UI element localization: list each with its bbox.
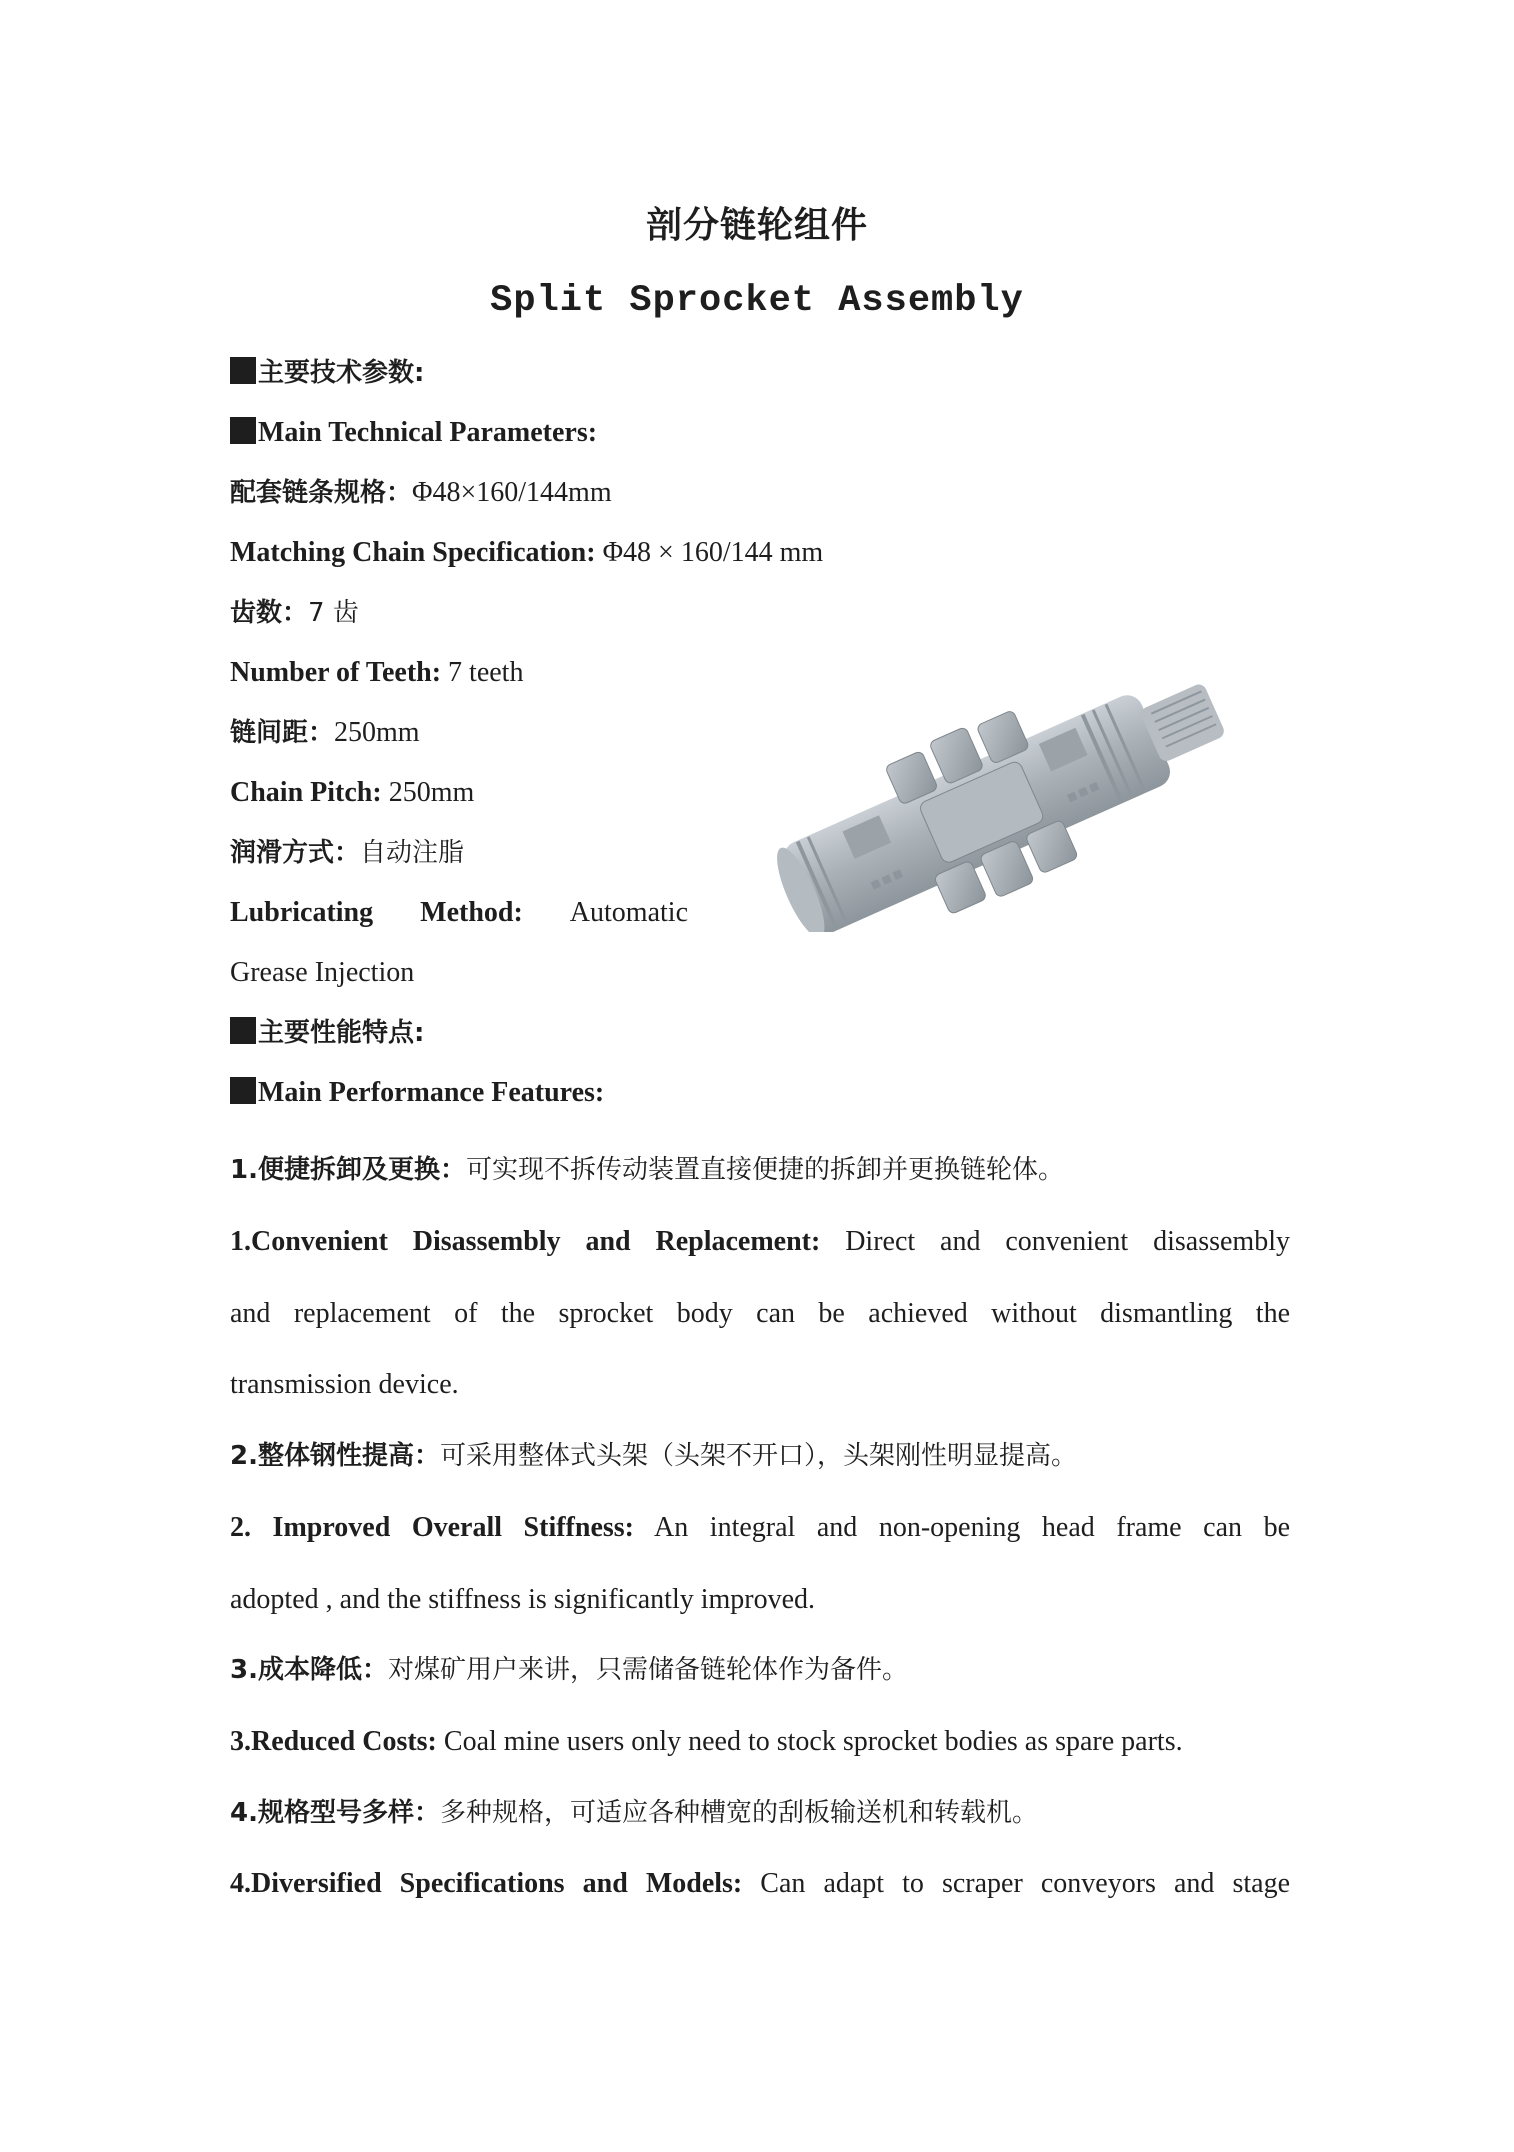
param-pitch-en: Chain Pitch: 250mm bbox=[230, 777, 475, 808]
param-lubrication-en: Lubricating Method: Automatic bbox=[230, 897, 688, 928]
param-teeth-cn: 齿数：7 齿 bbox=[230, 598, 359, 628]
feature-3-cn: 3.成本降低：对煤矿用户来讲，只需储备链轮体作为备件。 bbox=[230, 1655, 908, 1685]
param-lubrication-cn: 润滑方式：自动注脂 bbox=[230, 838, 465, 868]
feature-1-en-line3: transmission device. bbox=[230, 1369, 459, 1400]
feature-1-en-line2: and replacement of the sprocket body can be achieved without dismantling the bbox=[230, 1298, 1290, 1329]
bullet-square-icon bbox=[230, 417, 256, 444]
bullet-square-icon bbox=[230, 1077, 256, 1104]
bullet-square-icon bbox=[230, 1017, 256, 1044]
feature-2-en-line2: adopted , and the stiffness is significantly improved. bbox=[230, 1584, 816, 1615]
feature-4-en: 4.Diversified Specifications and Models: Can adapt to scraper conveyors and stage bbox=[230, 1868, 1290, 1899]
param-teeth-en: Number of Teeth: 7 teeth bbox=[230, 657, 524, 688]
feature-2-cn: 2.整体钢性提高：可采用整体式头架（头架不开口），头架刚性明显提高。 bbox=[230, 1441, 1077, 1471]
bullet-square-icon bbox=[230, 357, 256, 384]
features-heading-cn: 主要性能特点: bbox=[230, 1015, 424, 1051]
product-image bbox=[755, 652, 1245, 932]
features-heading-en: Main Performance Features: bbox=[230, 1075, 604, 1111]
param-chain-spec-en: Matching Chain Specification: Φ48 × 160/144 mm bbox=[230, 537, 824, 568]
feature-3-en: 3.Reduced Costs: Coal mine users only need to stock sprocket bodies as spare parts. bbox=[230, 1726, 1183, 1757]
feature-2-en-line1: 2. Improved Overall Stiffness: An integral and non-opening head frame can be bbox=[230, 1512, 1290, 1543]
page-title-cn: 剖分链轮组件 bbox=[645, 205, 868, 246]
param-pitch-cn: 链间距：250mm bbox=[230, 717, 420, 748]
param-lubrication-en-cont: Grease Injection bbox=[230, 957, 415, 988]
page-title-en: Split Sprocket Assembly bbox=[490, 280, 1024, 322]
feature-1-cn: 1.便捷拆卸及更换：可实现不拆传动装置直接便捷的拆卸并更换链轮体。 bbox=[230, 1155, 1064, 1185]
param-chain-spec-cn: 配套链条规格：Φ48×160/144mm bbox=[230, 477, 612, 508]
feature-4-cn: 4.规格型号多样：多种规格，可适应各种槽宽的刮板输送机和转载机。 bbox=[230, 1798, 1038, 1828]
parameters-heading-cn: 主要技术参数: bbox=[230, 355, 424, 391]
parameters-heading-en: Main Technical Parameters: bbox=[230, 415, 597, 451]
feature-1-en-line1: 1.Convenient Disassembly and Replacement: Direct and convenient disassembly bbox=[230, 1226, 1290, 1257]
